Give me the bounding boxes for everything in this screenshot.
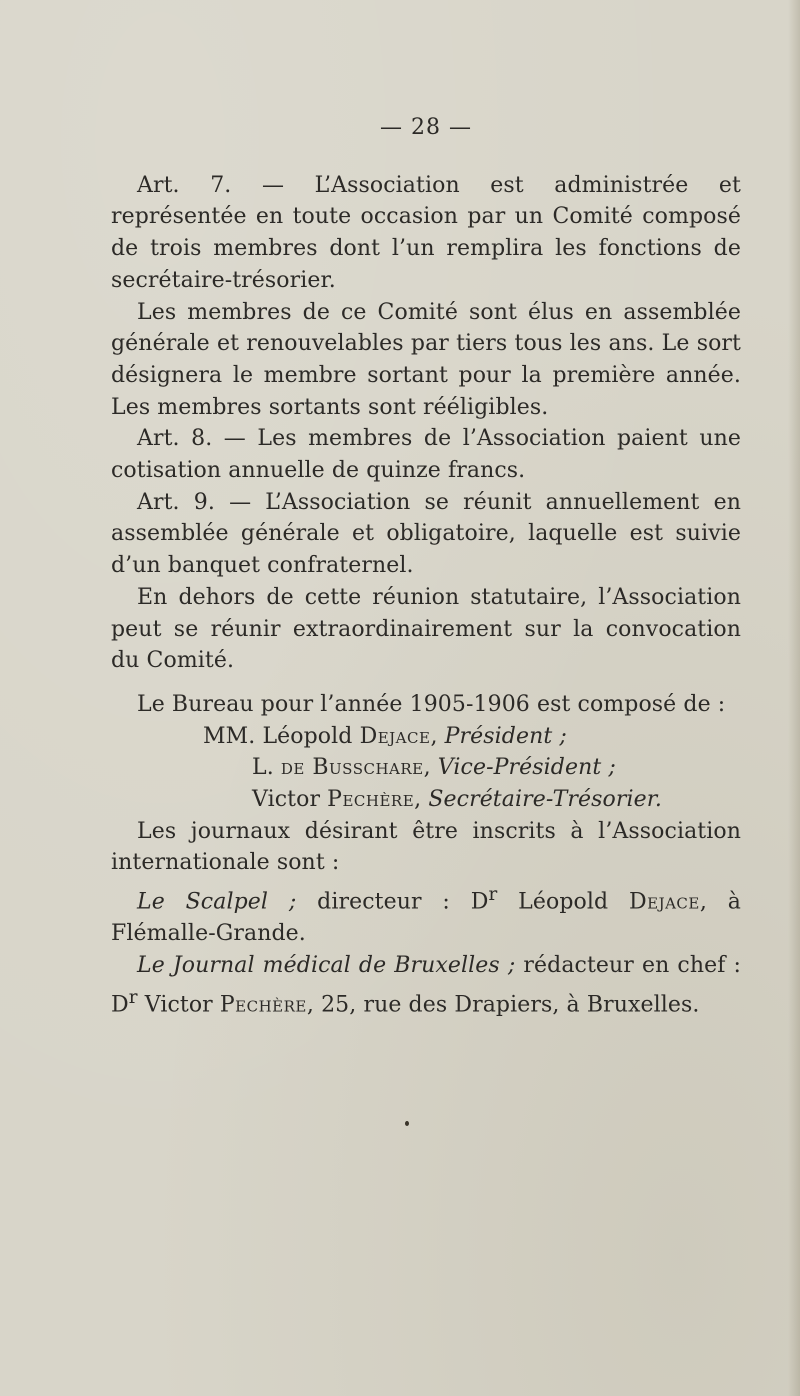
member-name: MM. Léopold [203, 723, 360, 749]
journal-text: Léopold [497, 889, 629, 915]
journal-sup: r [488, 884, 498, 906]
article-7-paragraph-1: Art. 7. — L’Association est administrée et représentée en toute occasion par un Comité composé de trois membres dont l’un remplira les fonctions de secrétaire-trésorier. [111, 172, 741, 293]
member-role: Vice-Président ; [437, 755, 616, 781]
journal-sup: r [128, 986, 138, 1008]
bureau-member-vice-president: L. de Busschare, Vice-Président ; [252, 755, 616, 781]
member-surname: de Busschare [280, 755, 424, 781]
journals-intro: Les journaux désirant être inscrits à l’Association internationale sont : [111, 818, 741, 876]
journal-text: Victor [137, 991, 220, 1017]
journal-text: directeur : D [296, 889, 489, 915]
journal-title: Le Journal médical de Bruxelles ; [137, 952, 516, 978]
member-role: Secrétaire-Trésorier. [428, 787, 662, 813]
bureau-member-president: MM. Léopold Dejace, Président ; [203, 723, 567, 749]
page-number: — 28 — [380, 115, 472, 140]
ink-speck [405, 1121, 409, 1126]
journal-surname: Pechère [219, 991, 307, 1017]
article-9-paragraph-2: En dehors de cette réunion statutaire, l’Association peut se réunir extraordinairement sur la convocation du Comité. [111, 584, 741, 674]
section-gap [111, 677, 741, 689]
journal-surname: Dejace [629, 889, 700, 915]
member-name: L. [252, 755, 281, 781]
article-9-paragraph-1: Art. 9. — L’Association se réunit annuellement en assemblée générale et obligatoire, laquelle est suivie d’un banquet confraternel. [111, 489, 741, 579]
article-8-paragraph: Art. 8. — Les membres de l’Association paient une cotisation annuelle de quinze francs. [111, 426, 741, 484]
member-name: Victor [252, 787, 328, 813]
bureau-intro: Le Bureau pour l’année 1905-1906 est composé de : [137, 691, 726, 717]
journal-text: , à Flémalle-Grande. [111, 889, 741, 947]
member-surname: Pechère [327, 787, 415, 813]
page-text [111, 112, 741, 1021]
bureau-member-secretary: Victor Pechère, Secrétaire-Trésorier. [252, 787, 662, 813]
member-role: Président ; [444, 723, 567, 749]
journal-entry-scalpel [111, 879, 741, 950]
journal-text: rédacteur en chef : D [111, 952, 742, 1017]
journal-title: Le Scalpel ; [137, 889, 297, 915]
article-7-paragraph-2: Les membres de ce Comité sont élus en assemblée générale et renouvelables par tiers tous les ans. Le sort désignera le membre sortant pour la première année. Les membres sortants sont rééligibles. [111, 299, 741, 420]
member-surname: Dejace [359, 723, 431, 749]
journal-entry-journal-medical [111, 950, 741, 1021]
journal-text: , 25, rue des Drapiers, à Bruxelles. [306, 991, 700, 1017]
page-edge-shadow [788, 0, 800, 1396]
